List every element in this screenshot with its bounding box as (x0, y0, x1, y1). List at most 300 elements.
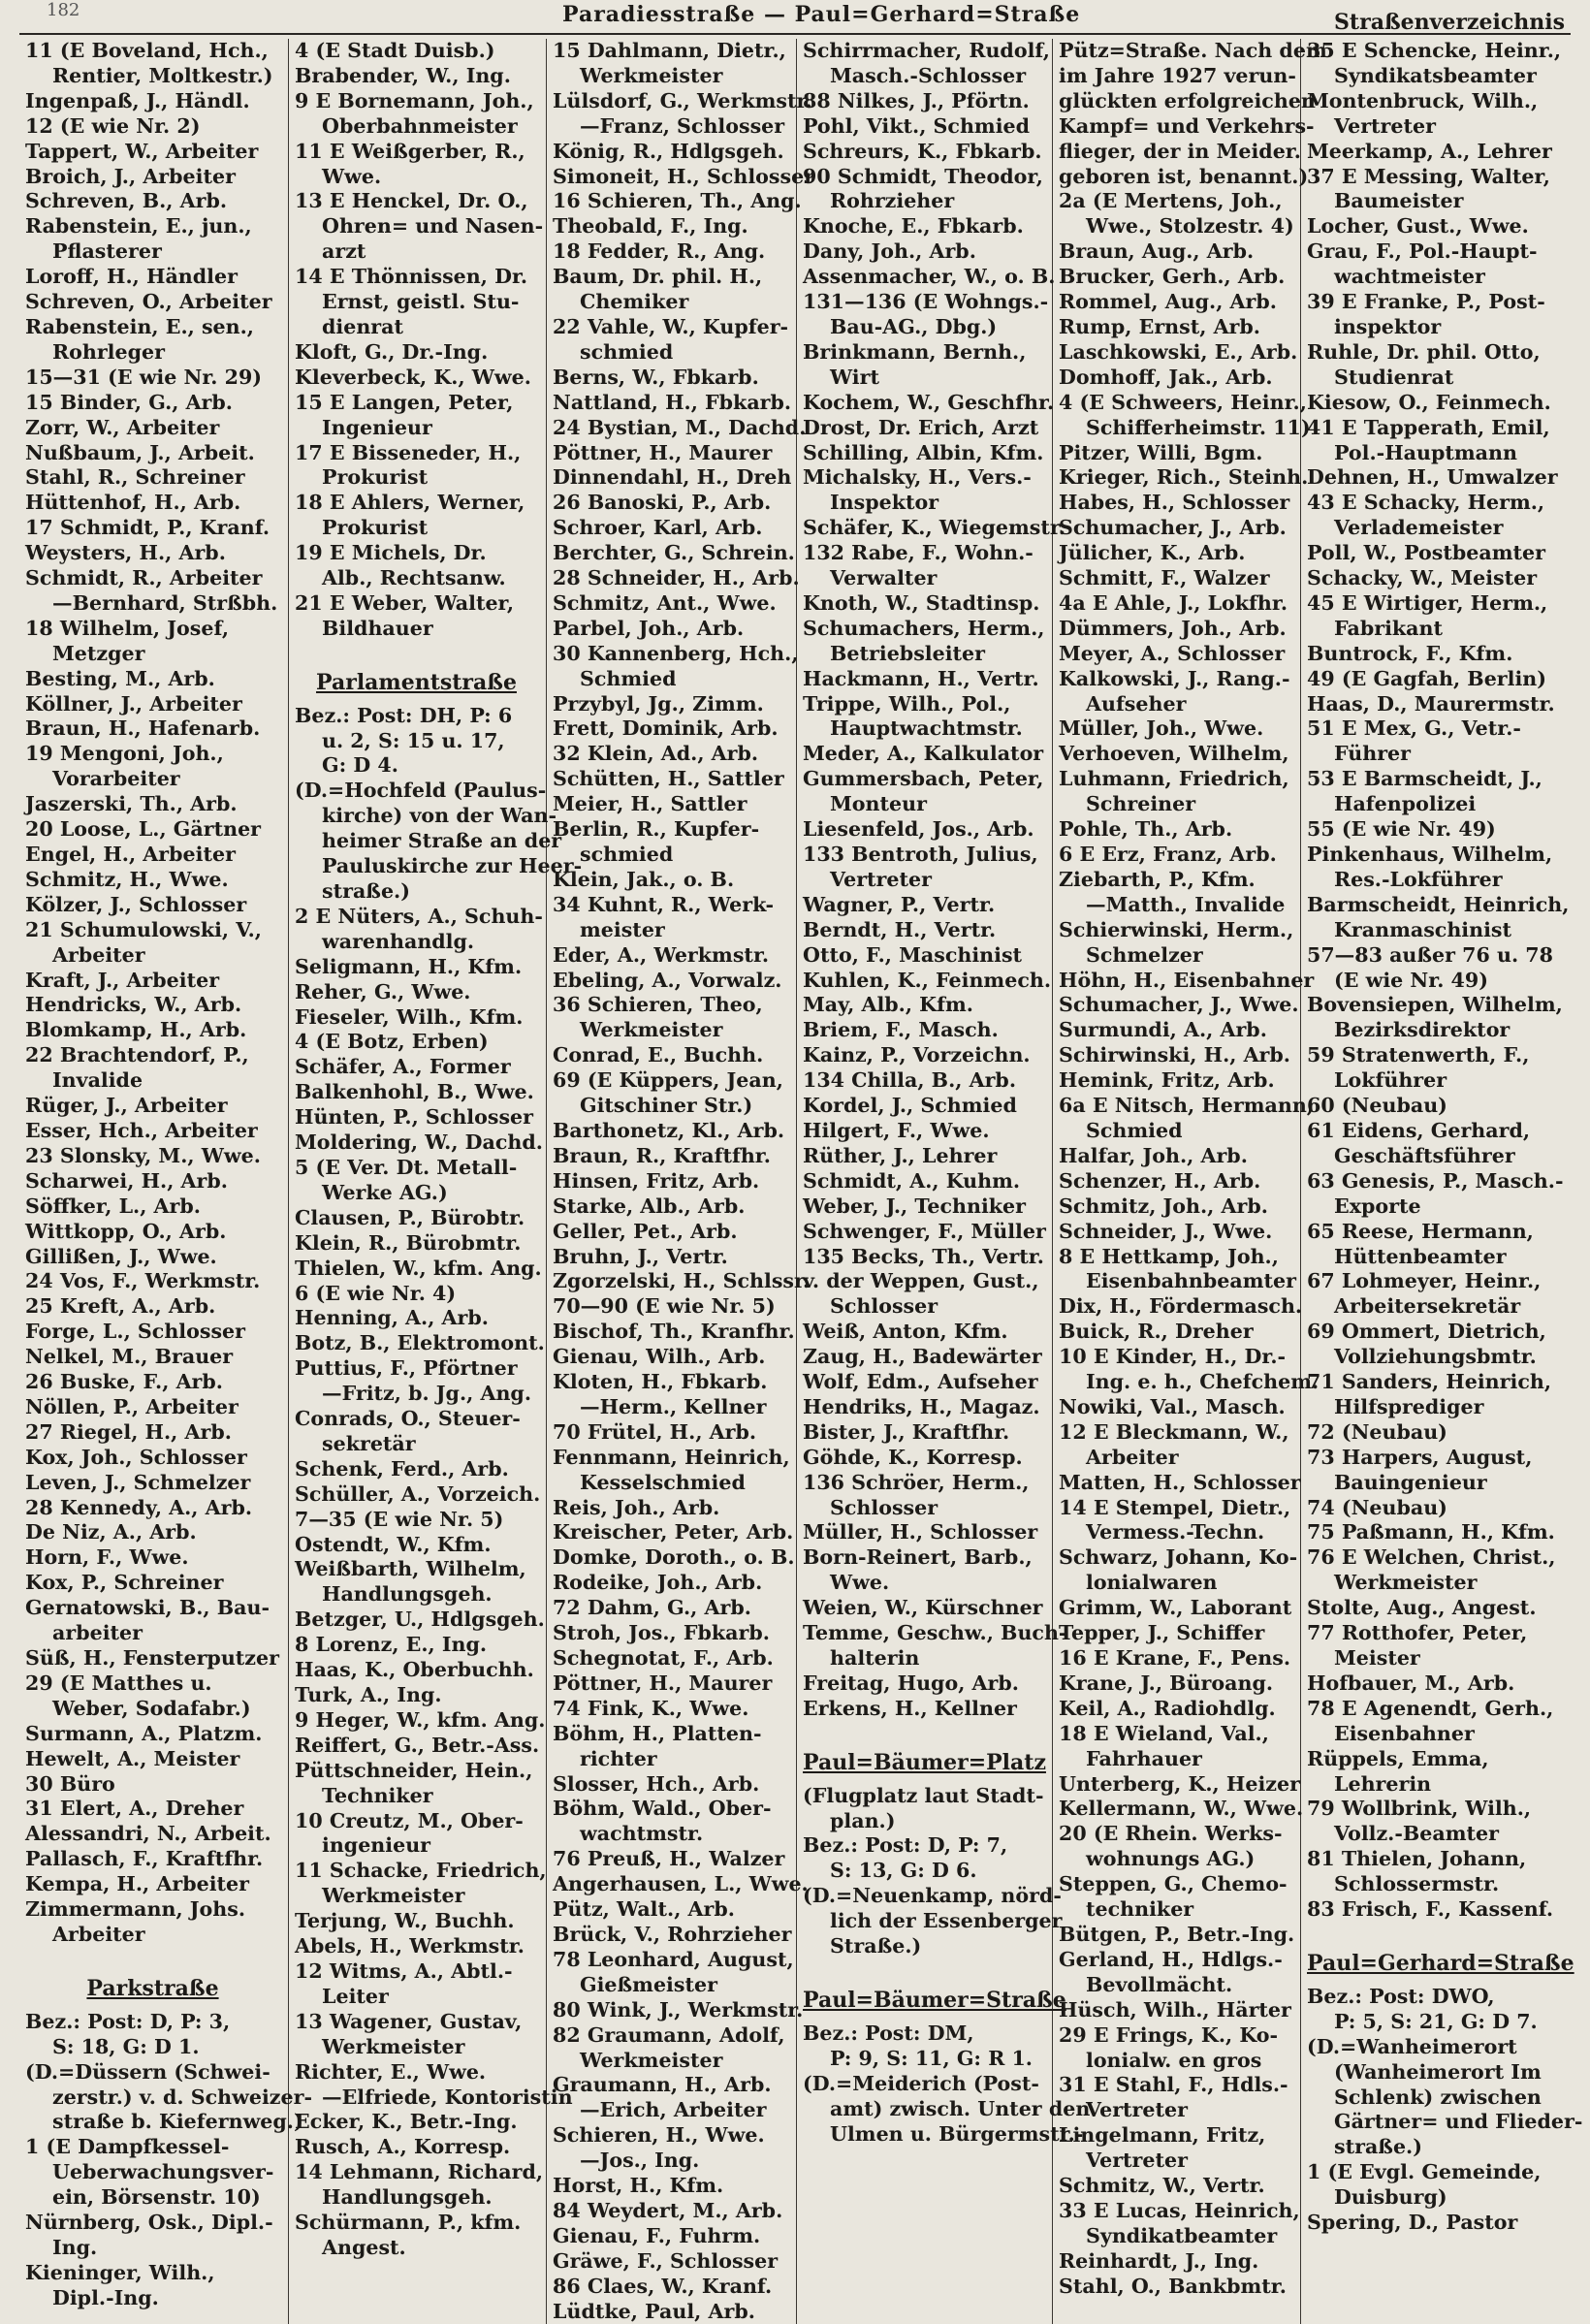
directory-entry: 65 Reese, Hermann, (1307, 1219, 1534, 1243)
directory-entry: Weysters, H., Arb. (25, 541, 226, 565)
directory-entry: wachtmeister (1334, 265, 1485, 289)
directory-entry: 31 Elert, A., Dreher (25, 1797, 244, 1821)
directory-entry: May, Alb., Kfm. (803, 993, 973, 1017)
directory-entry: straße.) (1334, 2135, 1422, 2159)
directory-entry: Brucker, Gerh., Arb. (1059, 265, 1286, 289)
directory-entry: Schäfer, A., Former (295, 1055, 511, 1079)
directory-entry: Ziebarth, P., Kfm. (1059, 867, 1256, 891)
street-heading: Parkstraße (86, 1975, 219, 2001)
directory-entry: Schumacher, J., Arb. (1059, 516, 1287, 540)
directory-entry: 16 E Krane, F., Pens. (1059, 1646, 1291, 1670)
street-heading: Paul=Bäumer=Straße (803, 1987, 1066, 2013)
directory-entry: Stroh, Jos., Fbkarb. (553, 1621, 770, 1645)
directory-entry: Lülsdorf, G., Werkmstr. (553, 88, 812, 112)
directory-entry: 18 Fedder, R., Ang. (553, 239, 766, 264)
directory-entry: Werkmeister (322, 1884, 465, 1908)
directory-entry: Forge, L., Schlosser (25, 1320, 245, 1344)
directory-entry: Meerkamp, A., Lehrer (1307, 139, 1552, 163)
directory-entry: Meister (1334, 1646, 1420, 1670)
directory-entry: Terjung, W., Buchh. (295, 1909, 515, 1933)
directory-entry: Eder, A., Werkmstr. (553, 942, 770, 967)
directory-entry: lonialw. en gros (1086, 2048, 1262, 2072)
directory-entry: Müller, H., Schlosser (803, 1520, 1038, 1544)
directory-entry: Berlin, R., Kupfer- (553, 817, 760, 842)
directory-column (797, 39, 1091, 2324)
directory-entry: 7—35 (E wie Nr. 5) (295, 1507, 504, 1531)
directory-entry: —Jos., Ing. (580, 2149, 700, 2173)
directory-entry: Domke, Doroth., o. B. (553, 1545, 795, 1570)
directory-entry: Werkmeister (322, 2034, 465, 2058)
directory-entry: Kölzer, J., Schlosser (25, 892, 247, 916)
directory-entry: 6a E Nitsch, Hermann, (1059, 1094, 1314, 1118)
directory-entry: Esser, Hch., Arbeiter (25, 1118, 258, 1142)
directory-entry: (D.=Wanheimerort (1307, 2034, 1517, 2058)
directory-entry: Hafenpolizei (1334, 792, 1477, 816)
directory-entry: Vertreter (1334, 113, 1436, 138)
directory-entry: Zaug, H., Badewärter (803, 1345, 1042, 1369)
directory-entry: Schenzer, H., Arb. (1059, 1168, 1261, 1193)
directory-entry: Masch.-Schlosser (830, 63, 1027, 87)
directory-entry: Pallasch, F., Kraftfhr. (25, 1847, 264, 1871)
directory-entry: amt) zwisch. Unter den (830, 2096, 1091, 2120)
directory-entry: Lüdtke, Paul, Arb. (553, 2299, 755, 2323)
directory-entry: arbeiter (52, 1621, 143, 1645)
directory-entry: Brinkmann, Bernh., (803, 339, 1027, 364)
directory-entry: Steppen, G., Chemo- (1059, 1872, 1288, 1896)
directory-entry: straße.) (322, 879, 410, 903)
directory-entry: —Elfriede, Kontoristin (322, 2085, 573, 2109)
directory-entry: Barmscheidt, Heinrich, (1307, 892, 1570, 916)
directory-entry: Pinkenhaus, Wilhelm, (1307, 843, 1553, 866)
directory-entry: Hünten, P., Schlosser (295, 1105, 533, 1130)
directory-entry: Res.-Lokführer (1334, 867, 1503, 891)
directory-entry: sekretär (322, 1431, 416, 1455)
directory-entry: heimer Straße an der (322, 829, 562, 853)
directory-entry: 18 E Ahlers, Werner, (295, 491, 525, 515)
directory-entry: Werkmeister (1334, 1571, 1478, 1595)
directory-entry: Schmitz, Joh., Arb. (1059, 1194, 1268, 1218)
directory-entry: Metzger (52, 641, 145, 665)
directory-entry: Duisburg) (1334, 2185, 1447, 2210)
directory-entry: 55 (E wie Nr. 49) (1307, 817, 1496, 842)
directory-entry: Reis, Joh., Arb. (553, 1495, 720, 1519)
directory-entry: Hackmann, H., Vertr. (803, 666, 1039, 690)
directory-entry: Nowiki, Val., Masch. (1059, 1394, 1286, 1418)
directory-entry: Bau-AG., Dbg.) (830, 314, 998, 338)
directory-entry: 60 (Neubau) (1307, 1094, 1447, 1118)
directory-entry: Müller, Joh., Wwe. (1059, 716, 1264, 741)
directory-entry: Invalide (52, 1068, 143, 1093)
directory-entry: Haas, K., Oberbuchh. (295, 1658, 534, 1682)
directory-entry: Halfar, Joh., Arb. (1059, 1143, 1248, 1167)
directory-entry: 76 E Welchen, Christ., (1307, 1545, 1556, 1570)
directory-entry: Bischof, Th., Kranfhr. (553, 1320, 795, 1344)
directory-entry: Bauingenieur (1334, 1470, 1487, 1494)
directory-entry: Kampf= und Verkehrs- (1059, 113, 1315, 138)
directory-entry: Ebeling, A., Vorwalz. (553, 968, 782, 992)
directory-entry: Bez.: Post: DH, P: 6 (295, 703, 513, 727)
directory-entry: Rabenstein, E., jun., (25, 214, 252, 239)
directory-entry: Meyer, A., Schlosser (1059, 641, 1286, 665)
directory-entry: Michalsky, H., Vers.- (803, 465, 1032, 490)
directory-entry: 83 Frisch, F., Kassenf. (1307, 1897, 1554, 1922)
directory-entry: Thielen, W., kfm. Ang. (295, 1256, 542, 1280)
directory-entry: Leiter (322, 1984, 389, 2008)
directory-entry: Weber, Sodafabr.) (52, 1696, 251, 1720)
directory-entry: Schmitz, W., Vertr. (1059, 2174, 1265, 2198)
directory-entry: S: 18, G: D 1. (52, 2034, 200, 2058)
directory-entry: Angest. (322, 2235, 406, 2259)
directory-entry: Dany, Joh., Arb. (803, 239, 976, 264)
directory-entry: Wwe. (830, 1571, 890, 1595)
directory-entry: Ostendt, W., Kfm. (295, 1532, 492, 1556)
directory-entry: 26 Banoski, P., Arb. (553, 491, 772, 515)
directory-entry: Trippe, Wilh., Pol., (803, 691, 1011, 716)
directory-entry: Rüger, J., Arbeiter (25, 1094, 228, 1118)
directory-entry: Arbeiter (52, 1922, 145, 1946)
directory-entry: Berchter, G., Schrein. (553, 541, 795, 565)
directory-entry: 51 E Mex, G., Vetr.- (1307, 716, 1521, 741)
directory-entry: 72 Dahm, G., Arb. (553, 1596, 751, 1620)
directory-entry: Freitag, Hugo, Arb. (803, 1671, 1019, 1695)
directory-entry: Laschkowski, E., Arb. (1059, 339, 1298, 364)
directory-entry: Temme, Geschw., Buch- (803, 1621, 1067, 1645)
directory-entry: Weißbarth, Wilhelm, (295, 1557, 526, 1581)
directory-entry: Wirt (830, 365, 879, 389)
directory-entry: Rusch, A., Korresp. (295, 2135, 511, 2159)
directory-entry: Kloten, H., Fbkarb. (553, 1370, 768, 1394)
directory-entry: Graumann, H., Arb. (553, 2073, 772, 2097)
directory-entry: schmied (580, 843, 674, 866)
directory-entry: Eisenbahner (1334, 1721, 1475, 1745)
directory-entry: Schmied (1086, 1118, 1183, 1142)
directory-entry: 8 Lorenz, E., Ing. (295, 1633, 488, 1657)
directory-entry: Hüttenbeamter (1334, 1244, 1507, 1268)
directory-entry: Vertreter (830, 867, 932, 891)
directory-entry: 70—90 (E wie Nr. 5) (553, 1294, 776, 1319)
directory-entry: Conrads, O., Steuer- (295, 1407, 521, 1431)
directory-entry: Ernst, geistl. Stu- (322, 290, 520, 314)
directory-entry: 16 Schieren, Th., Ang. (553, 189, 802, 213)
directory-entry: Spering, D., Pastor (1307, 2211, 1518, 2235)
directory-entry: 135 Becks, Th., Vertr. (803, 1244, 1044, 1268)
directory-entry: 69 Ommert, Dietrich, (1307, 1320, 1546, 1344)
directory-entry: —Herm., Kellner (580, 1394, 767, 1418)
directory-entry: Hendriks, H., Magaz. (803, 1394, 1040, 1418)
directory-entry: Blomkamp, H., Arb. (25, 1018, 247, 1042)
directory-entry: Schmidt, R., Arbeiter (25, 566, 263, 590)
directory-entry: Simoneit, H., Schlosser (553, 164, 815, 188)
directory-entry: Schegnotat, F., Arb. (553, 1646, 774, 1670)
directory-entry: schmied (580, 339, 674, 364)
directory-entry: Kreischer, Peter, Arb. (553, 1520, 794, 1544)
directory-entry: 14 Lehmann, Richard, (295, 2160, 544, 2184)
directory-entry: (D.=Neuenkamp, nörd- (803, 1884, 1062, 1908)
directory-entry: richter (580, 1746, 657, 1770)
directory-entry: 17 E Bisseneder, H., (295, 440, 522, 464)
directory-entry: Rohrleger (52, 339, 165, 364)
directory-entry: Abels, H., Werkmstr. (295, 1934, 525, 1958)
directory-entry: 5 (E Ver. Dt. Metall- (295, 1155, 518, 1179)
directory-entry: 15 E Langen, Peter, (295, 390, 514, 414)
directory-entry: Höhn, H., Eisenbahner (1059, 968, 1315, 992)
directory-entry: geboren ist, benannt.) (1059, 164, 1309, 188)
directory-entry: Berndt, H., Vertr. (803, 917, 997, 941)
directory-entry: Rüther, J., Lehrer (803, 1143, 998, 1167)
directory-entry: Ing. (52, 2235, 98, 2259)
directory-entry: Monteur (830, 792, 927, 816)
directory-entry: Erkens, H., Kellner (803, 1696, 1017, 1720)
directory-entry: Göhde, K., Korresp. (803, 1445, 1023, 1469)
directory-entry: P: 9, S: 11, G: R 1. (830, 2046, 1033, 2070)
directory-entry: Pohl, Vikt., Schmied (803, 113, 1031, 138)
directory-entry: P: 5, S: 21, G: D 7. (1334, 2009, 1538, 2033)
directory-entry: Kainz, P., Vorzeichn. (803, 1043, 1031, 1067)
directory-entry: flieger, der in Meider. (1059, 139, 1301, 163)
directory-entry: im Jahre 1927 verun- (1059, 63, 1296, 87)
directory-entry: Dinnendahl, H., Dreh (553, 465, 792, 490)
directory-entry: Braun, H., Hafenarb. (25, 716, 261, 741)
directory-entry: Schenk, Ferd., Arb. (295, 1456, 509, 1480)
directory-entry: 37 E Messing, Walter, (1307, 164, 1550, 188)
columns-container (19, 39, 1583, 2323)
directory-entry: Chemiker (580, 290, 689, 314)
directory-entry: Pütz, Walt., Arb. (553, 1897, 735, 1922)
directory-entry: Schreven, O., Arbeiter (25, 290, 272, 314)
directory-entry: Gienau, F., Fuhrm. (553, 2223, 761, 2247)
directory-entry: Schieren, H., Wwe. (553, 2123, 765, 2148)
directory-entry: Habes, H., Schlosser (1059, 491, 1290, 515)
directory-entry: Schroer, Karl, Arb. (553, 516, 763, 540)
directory-entry: Kox, P., Schreiner (25, 1571, 224, 1595)
directory-entry: 49 (E Gagfah, Berlin) (1307, 666, 1547, 690)
directory-entry: (D.=Düssern (Schwei- (25, 2059, 270, 2084)
directory-entry: Stahl, R., Schreiner (25, 465, 245, 490)
directory-entry: 27 Riegel, H., Arb. (25, 1419, 232, 1444)
directory-entry: Arbeitersekretär (1334, 1294, 1521, 1319)
directory-entry: Syndikatsbeamter (1334, 63, 1537, 87)
directory-entry: Scharwei, H., Arb. (25, 1168, 228, 1193)
directory-entry: (D.=Hochfeld (Paulus- (295, 779, 547, 803)
directory-entry: Montenbruck, Wilh., (1307, 88, 1539, 112)
directory-entry: Kalkowski, J., Rang.- (1059, 666, 1290, 690)
directory-entry: Hinsen, Fritz, Arb. (553, 1168, 760, 1193)
directory-entry: Pohle, Th., Arb. (1059, 817, 1233, 842)
directory-entry: Hofbauer, M., Arb. (1307, 1671, 1515, 1695)
directory-entry: Söffker, L., Arb. (25, 1194, 201, 1218)
directory-entry: (Flugplatz laut Stadt- (803, 1783, 1044, 1807)
directory-entry: Kordel, J., Schmied (803, 1094, 1017, 1118)
directory-entry: 22 Vahle, W., Kupfer- (553, 314, 789, 338)
directory-entry: Verhoeven, Wilhelm, (1059, 742, 1289, 766)
directory-entry: Schwenger, F., Müller (803, 1219, 1046, 1243)
directory-entry: 13 E Henckel, Dr. O., (295, 189, 528, 213)
directory-entry: Otto, F., Maschinist (803, 942, 1023, 967)
directory-column (19, 39, 312, 2324)
directory-entry: Böhm, Wald., Ober- (553, 1797, 772, 1821)
directory-entry: halterin (830, 1646, 920, 1670)
directory-entry: Kellermann, W., Wwe. (1059, 1797, 1304, 1821)
directory-entry: lich der Essenberger (830, 1909, 1063, 1933)
directory-entry: 15 Dahlmann, Dietr., (553, 39, 786, 62)
directory-entry: Jaszerski, Th., Arb. (25, 792, 238, 816)
directory-entry: Fahrhauer (1086, 1746, 1202, 1770)
directory-entry: 29 (E Matthes u. (25, 1671, 212, 1695)
directory-entry: Schierwinski, Herm., (1059, 917, 1294, 941)
directory-entry: Buick, R., Dreher (1059, 1320, 1254, 1344)
directory-entry: Schirwinski, H., Arb. (1059, 1043, 1290, 1067)
directory-entry: Balkenhohl, B., Wwe. (295, 1080, 534, 1104)
directory-entry: Theobald, F., Ing. (553, 214, 748, 239)
directory-entry: Wolf, Edm., Aufseher (803, 1370, 1038, 1394)
directory-entry: Knoth, W., Stadtinsp. (803, 590, 1040, 615)
directory-entry: Kieninger, Wilh., (25, 2260, 215, 2284)
directory-entry: Fennmann, Heinrich, (553, 1445, 790, 1469)
directory-entry: Horn, F., Wwe. (25, 1545, 189, 1570)
directory-entry: Vertreter (1086, 2098, 1188, 2122)
directory-entry: Kloft, G., Dr.-Ing. (295, 339, 489, 364)
directory-entry: Kox, Joh., Schlosser (25, 1445, 247, 1469)
directory-entry: Moldering, W., Dachd. (295, 1130, 543, 1155)
directory-entry: Pol.-Hauptmann (1334, 440, 1517, 464)
directory-entry: Dehnen, H., Umwalzer (1307, 465, 1558, 490)
directory-entry: 28 Schneider, H., Arb. (553, 566, 800, 590)
directory-entry: Hüsch, Wilh., Härter (1059, 1997, 1291, 2022)
directory-entry: 35 E Schencke, Heinr., (1307, 39, 1562, 62)
directory-entry: 70 Frütel, H., Arb. (553, 1419, 757, 1444)
directory-entry: Nattland, H., Fbkarb. (553, 390, 792, 414)
directory-entry: Betriebsleiter (830, 641, 986, 665)
directory-entry: 1 (E Dampfkessel- (25, 2135, 230, 2159)
directory-entry: Schreiner (1086, 792, 1196, 816)
directory-entry: Schwarz, Johann, Ko- (1059, 1545, 1298, 1570)
directory-entry: Krane, J., Büroang. (1059, 1671, 1274, 1695)
directory-entry: Schäfer, K., Wiegemstr. (803, 516, 1066, 540)
directory-entry: Schüller, A., Vorzeich. (295, 1481, 541, 1506)
directory-entry: Loroff, H., Händler (25, 265, 238, 289)
directory-entry: Kuhlen, K., Feinmech. (803, 968, 1052, 992)
directory-entry: Schifferheimstr. 11) (1086, 415, 1311, 439)
directory-entry: Bister, J., Kraftfhr. (803, 1419, 1010, 1444)
directory-entry: Ecker, K., Betr.-Ing. (295, 2110, 518, 2134)
directory-entry: Schirrmacher, Rudolf, (803, 39, 1050, 62)
directory-entry: Frett, Dominik, Arb. (553, 716, 779, 741)
directory-entry: Nelkel, M., Brauer (25, 1345, 234, 1369)
directory-entry: Matten, H., Schlosser (1059, 1470, 1301, 1494)
directory-entry: Weber, J., Techniker (803, 1194, 1026, 1218)
directory-entry: 14 E Thönnissen, Dr. (295, 265, 528, 289)
directory-entry: Werkmeister (580, 2048, 723, 2072)
directory-entry: Puttius, F., Pförtner (295, 1356, 518, 1381)
directory-entry: Straße.) (830, 1934, 922, 1958)
directory-entry: 86 Claes, W., Kranf. (553, 2274, 773, 2298)
directory-entry: 136 Schröer, Herm., (803, 1470, 1030, 1494)
directory-entry: Ingenpaß, J., Händl. (25, 88, 250, 112)
directory-entry: Köllner, J., Arbeiter (25, 691, 242, 716)
directory-entry: Pitzer, Willi, Bgm. (1059, 440, 1263, 464)
directory-entry: Gummersbach, Peter, (803, 767, 1044, 791)
directory-entry: 74 Fink, K., Wwe. (553, 1696, 749, 1720)
directory-entry: Bez.: Post: D, P: 3, (25, 2009, 231, 2033)
directory-entry: 1 (E Evgl. Gemeinde, (1307, 2160, 1542, 2184)
directory-entry: Werkmeister (580, 1018, 723, 1042)
directory-entry: 80 Wink, J., Werkmstr. (553, 1997, 804, 2022)
directory-entry: Briem, F., Masch. (803, 1018, 999, 1042)
directory-entry: Broich, J., Arbeiter (25, 164, 236, 188)
directory-entry: 41 E Tapperath, Emil, (1307, 415, 1550, 439)
directory-entry: Knoche, E., Fbkarb. (803, 214, 1024, 239)
directory-entry: 74 (Neubau) (1307, 1495, 1447, 1519)
directory-entry: Schacky, W., Meister (1307, 566, 1538, 590)
directory-entry: inspektor (1334, 314, 1442, 338)
directory-entry: Ruhle, Dr. phil. Otto, (1307, 339, 1541, 364)
directory-entry: ingenieur (322, 1833, 431, 1858)
directory-entry: Stahl, O., Bankbmtr. (1059, 2274, 1287, 2298)
directory-entry: Schreurs, K., Fbkarb. (803, 139, 1042, 163)
directory-entry: Pauluskirche zur Heer- (322, 854, 583, 878)
directory-entry: Domhoff, Jak., Arb. (1059, 365, 1273, 389)
directory-entry: Verlademeister (1334, 516, 1504, 540)
directory-entry: Schmitz, H., Wwe. (25, 867, 229, 891)
directory-entry: Wwe. (322, 164, 382, 188)
directory-entry: Arbeiter (52, 942, 145, 967)
directory-entry: Slosser, Hch., Arb. (553, 1771, 760, 1796)
directory-entry: Handlungsgeh. (322, 2185, 493, 2210)
directory-entry: G: D 4. (322, 753, 398, 778)
directory-entry: 21 E Weber, Walter, (295, 590, 515, 615)
directory-entry: Nußbaum, J., Arbeit. (25, 440, 255, 464)
directory-entry: 6 E Erz, Franz, Arb. (1059, 843, 1277, 866)
directory-entry: Assenmacher, W., o. B. (803, 265, 1056, 289)
directory-entry: 69 (E Küppers, Jean, (553, 1068, 783, 1093)
directory-entry: 8 E Hettkamp, Joh., (1059, 1244, 1279, 1268)
directory-entry: Stolte, Aug., Angest. (1307, 1596, 1537, 1620)
directory-entry: König, R., Hdlgsgeh. (553, 139, 784, 163)
directory-entry: Klein, R., Bürobmtr. (295, 1230, 522, 1255)
directory-entry: 18 E Wieland, Val., (1059, 1721, 1269, 1745)
directory-entry: —Franz, Schlosser (580, 113, 785, 138)
directory-entry: Püttschneider, Hein., (295, 1758, 533, 1782)
directory-entry: Bruhn, J., Vertr. (553, 1244, 728, 1268)
directory-entry: Leven, J., Schmelzer (25, 1470, 251, 1494)
directory-entry: warenhandlg. (322, 929, 475, 953)
directory-entry: Bildhauer (322, 616, 433, 640)
directory-entry: glückten erfolgreichen (1059, 88, 1316, 112)
directory-entry: Schmidt, A., Kuhm. (803, 1168, 1021, 1193)
directory-entry: Weien, W., Kürschner (803, 1596, 1043, 1620)
directory-entry: Hauptwachtmstr. (830, 716, 1023, 741)
directory-entry: Grimm, W., Laborant (1059, 1596, 1292, 1620)
directory-entry: Angerhausen, L., Wwe. (553, 1872, 809, 1896)
directory-entry: Schütten, H., Sattler (553, 767, 784, 791)
directory-entry: Surmundi, A., Arb. (1059, 1018, 1267, 1042)
directory-entry: Schlossermstr. (1334, 1872, 1500, 1896)
directory-entry: Klein, Jak., o. B. (553, 867, 735, 891)
directory-entry: u. 2, S: 15 u. 17, (322, 728, 505, 752)
directory-entry: Oberbahnmeister (322, 113, 518, 138)
directory-entry: —Matth., Invalide (1086, 892, 1286, 916)
directory-entry: 10 E Kinder, H., Dr.- (1059, 1345, 1287, 1369)
directory-entry: 11 Schacke, Friedrich, (295, 1859, 547, 1883)
directory-entry: 26 Buske, F., Arb. (25, 1370, 223, 1394)
directory-entry: 22 Brachtendorf, P., (25, 1043, 249, 1067)
directory-entry: Ohren= und Nasen- (322, 214, 544, 239)
directory-entry: Schmied (580, 666, 677, 690)
section-title: Straßenverzeichnis (1334, 10, 1565, 35)
directory-entry: Parbel, Joh., Arb. (553, 616, 745, 640)
directory-entry: 63 Genesis, P., Masch.- (1307, 1168, 1564, 1193)
directory-entry: kirche) von der Wan- (322, 804, 557, 828)
